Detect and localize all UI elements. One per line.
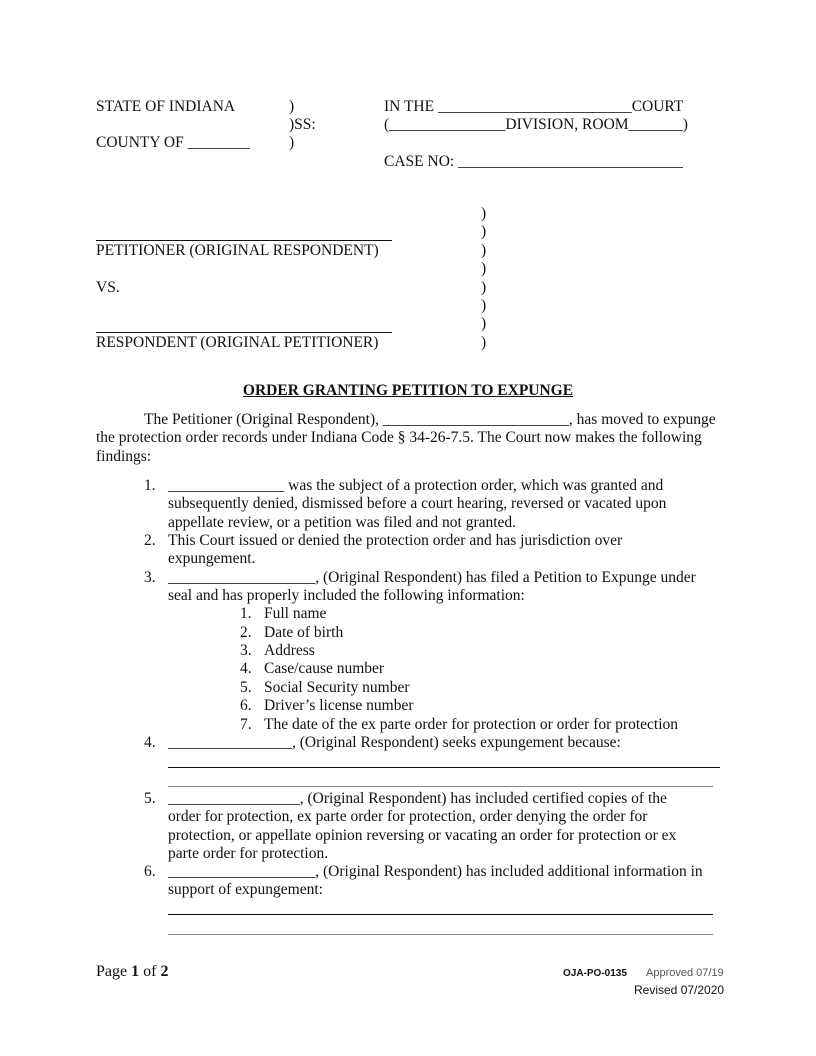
sublist-item: Date of birth: [264, 624, 344, 641]
form-code: OJA-PO-0135: [563, 968, 627, 979]
finding-number: 1.: [144, 477, 156, 494]
state-label: STATE OF INDIANA: [96, 98, 236, 115]
ss-label: )SS:: [289, 116, 316, 133]
respondent-label: RESPONDENT (ORIGINAL PETITIONER): [96, 334, 379, 351]
sublist-number: 6.: [240, 697, 252, 714]
finding-text: ___________________, (Original Respondent) has included additional information in support of expungement:: [168, 863, 703, 899]
finding-number: 6.: [144, 863, 156, 880]
sublist-item: Social Security number: [264, 679, 410, 696]
finding-number: 5.: [144, 790, 156, 807]
answer-line: [168, 934, 713, 935]
versus-label: VS.: [96, 279, 120, 296]
finding-text: ________________, (Original Respondent) seeks expungement because:: [168, 734, 621, 751]
finding-number: 4.: [144, 734, 156, 751]
finding-number: 3.: [144, 569, 156, 586]
sublist-number: 2.: [240, 624, 252, 641]
answer-line: [168, 767, 720, 768]
case-number-line: CASE NO: _____________________________: [384, 153, 683, 170]
paren: ): [289, 134, 295, 151]
page-indicator: Page 1 of 2: [96, 963, 169, 980]
sublist-item: Full name: [264, 605, 327, 622]
caption-paren: ): [481, 297, 487, 314]
sublist-number: 1.: [240, 605, 252, 622]
finding-text: ___________________, (Original Respondent) has filed a Petition to Expunge under seal and has properly included the following information:: [168, 569, 696, 605]
finding-text: _________________, (Original Respondent) has included certified copies of the order for protection, ex parte order for protection, order denying the order for protection, or appellate opinion reversing or vacating an order for protection or ex parte order for protection.: [168, 790, 677, 862]
county-label: COUNTY OF ________: [96, 134, 250, 151]
division-line: (_______________DIVISION, ROOM_______): [384, 116, 688, 133]
sublist-item: The date of the ex parte order for protection or order for protection: [264, 716, 679, 733]
answer-line: [168, 914, 713, 915]
document-title: ORDER GRANTING PETITION TO EXPUNGE: [242, 382, 574, 399]
paren: ): [289, 98, 295, 115]
caption-paren: ): [481, 260, 487, 277]
intro-paragraph: The Petitioner (Original Respondent), ________________________, has moved to expunge the protection order records under Indiana Code § 34-26-7.5. The Court now makes the following findings:: [96, 411, 716, 465]
sublist-number: 5.: [240, 679, 252, 696]
caption-paren: ): [481, 205, 487, 222]
sublist-item: Case/cause number: [264, 660, 385, 677]
finding-text: _______________ was the subject of a protection order, which was granted and subsequently denied, dismissed before a court hearing, reversed or vacated upon appellate review, or a petition was filed and not granted.: [168, 477, 667, 531]
revised-date: Revised 07/2020: [634, 983, 725, 997]
caption-paren: ): [481, 242, 487, 259]
caption-paren: ): [481, 223, 487, 240]
sublist-item: Address: [264, 642, 315, 659]
sublist-number: 7.: [240, 716, 252, 733]
petitioner-signature-line: [96, 240, 392, 241]
finding-number: 2.: [144, 532, 156, 549]
answer-line: [168, 786, 713, 787]
sublist-number: 4.: [240, 660, 252, 677]
respondent-signature-line: [96, 332, 392, 333]
caption-paren: ): [481, 315, 487, 332]
approved-date: Approved 07/19: [646, 967, 724, 979]
finding-text: This Court issued or denied the protection order and has jurisdiction over expungement.: [168, 532, 623, 568]
petitioner-label: PETITIONER (ORIGINAL RESPONDENT): [96, 242, 379, 259]
caption-paren: ): [481, 279, 487, 296]
sublist-item: Driver’s license number: [264, 697, 414, 714]
caption-paren: ): [481, 334, 487, 351]
court-line: IN THE _________________________COURT: [384, 98, 684, 115]
sublist-number: 3.: [240, 642, 252, 659]
